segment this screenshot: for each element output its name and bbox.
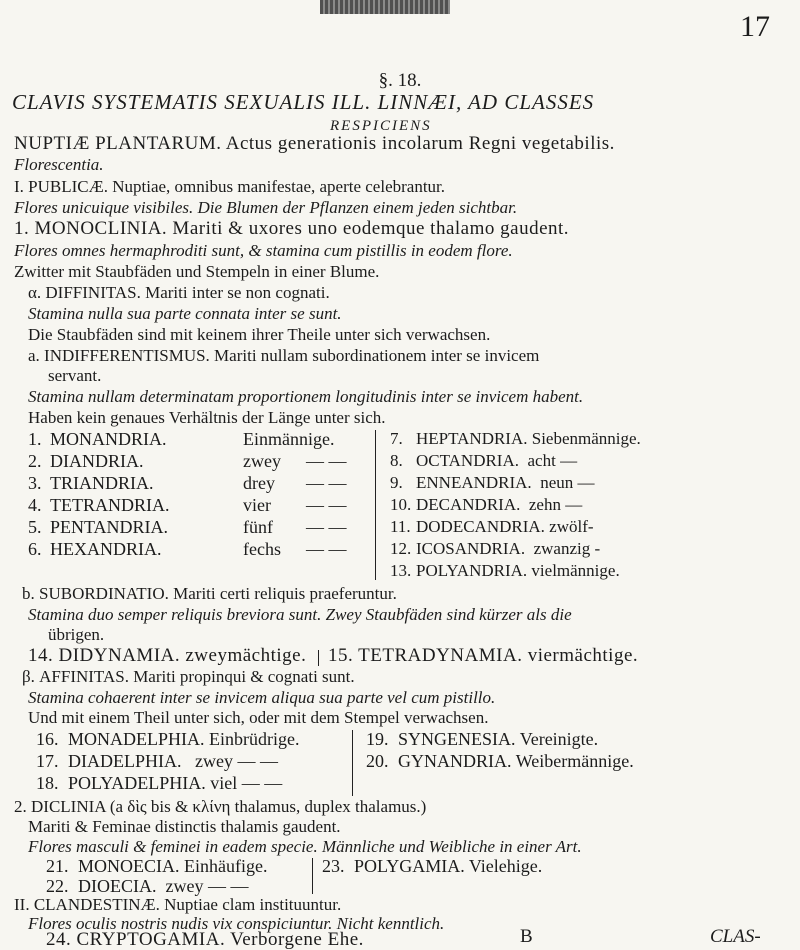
classes-group2-left: [36, 728, 336, 794]
class-line: 14. DIDYNAMIA. zweymächtige.: [28, 645, 307, 666]
body-line: servant.: [48, 366, 102, 385]
class-row: 5. PENTANDRIA. fünf — —: [28, 517, 347, 537]
body-line: Zwitter mit Staubfäden und Stempeln in einer Blume.: [14, 262, 380, 281]
class-row: 7. HEPTANDRIA. Siebenmännige.: [390, 429, 641, 448]
body-line: α. DIFFINITAS. Mariti inter se non cognati.: [28, 283, 330, 302]
column-divider: [375, 430, 376, 580]
title-line-1: CLAVIS SYSTEMATIS SEXUALIS ILL. LINNÆI, AD CLASSES: [12, 90, 595, 114]
body-line: a. INDIFFERENTISMUS. Mariti nullam subordinationem inter se invicem: [28, 346, 540, 365]
body-line: 1. MONOCLINIA. Mariti & uxores uno eodemque thalamo gaudent.: [14, 218, 570, 239]
class-row: 11. DODECANDRIA. zwölf-: [390, 517, 594, 536]
class-row: 13. POLYANDRIA. vielmännige.: [390, 561, 620, 580]
body-line: I. PUBLICÆ. Nuptiae, omnibus manifestae, aperte celebrantur.: [14, 177, 446, 196]
class-row: 18. POLYADELPHIA. viel — —: [36, 773, 283, 793]
class-row: 1. MONANDRIA. Einmännige.: [28, 429, 335, 449]
classes-group3-right: [322, 856, 622, 876]
body-line: Die Staubfäden sind mit keinem ihrer Theile unter sich verwachsen.: [28, 325, 491, 344]
title-line-2: RESPICIENS: [330, 118, 432, 134]
classes-group1-left: [28, 428, 348, 560]
body-line: Mariti & Feminae distinctis thalamis gaudent.: [28, 817, 341, 836]
classes-group3-left: [46, 856, 336, 896]
column-divider: [352, 730, 353, 796]
class-row: 9. ENNEANDRIA. neun —: [390, 473, 595, 492]
class-row: 12. ICOSANDRIA. zwanzig -: [390, 539, 601, 558]
class-row: 17. DIADELPHIA. zwey — —: [36, 751, 278, 771]
body-line: b. SUBORDINATIO. Mariti certi reliquis praeferuntur.: [22, 584, 397, 603]
class-row: 21. MONOECIA. Einhäufige.: [46, 856, 268, 876]
body-line: Stamina cohaerent inter se invicem aliqua sua parte vel cum pistillo.: [28, 688, 496, 707]
body-line: Flores masculi & feminei in eadem specie. Männliche und Weibliche in einer Art.: [28, 837, 582, 856]
body-line: II. CLANDESTINÆ. Nuptiae clam instituuntur.: [14, 895, 342, 914]
class-row: 22. DIOECIA. zwey — —: [46, 876, 249, 896]
body-line: Flores oculis nostris nudis vix conspiciuntur. Nicht kenntlich.: [28, 914, 445, 933]
class-row: 6. HEXANDRIA. fechs — —: [28, 539, 347, 559]
header-rule: [320, 0, 450, 14]
body-line: übrigen.: [48, 625, 105, 644]
class-row: 8. OCTANDRIA. acht —: [390, 451, 578, 470]
class-line: 15. TETRADYNAMIA. viermächtige.: [328, 645, 639, 666]
catchword: CLAS-: [710, 926, 761, 947]
body-line: Florescentia.: [14, 155, 104, 174]
class-row: 23. POLYGAMIA. Vielehige.: [322, 856, 543, 876]
body-line: Flores omnes hermaphroditi sunt, & stamina cum pistillis in eodem flore.: [14, 241, 513, 260]
class-row: 3. TRIANDRIA. drey — —: [28, 473, 347, 493]
class-row: 16. MONADELPHIA. Einbrüdrige.: [36, 729, 300, 749]
body-line: Stamina nullam determinatam proportionem longitudinis inter se invicem habent.: [28, 387, 584, 406]
column-divider: [318, 650, 319, 666]
body-line: Haben kein genaues Verhältnis der Länge unter sich.: [28, 408, 386, 427]
body-line: Flores unicuique visibiles. Die Blumen der Pflanzen einem jeden sichtbar.: [14, 198, 518, 217]
body-line: Stamina duo semper reliquis breviora sunt. Zwey Staubfäden sind kürzer als die: [28, 605, 572, 624]
class-row: 4. TETRANDRIA. vier — —: [28, 495, 347, 515]
body-line: 2. DICLINIA (a δὶς bis & κλίνη thalamus, duplex thalamus.): [14, 797, 427, 816]
body-line: Und mit einem Theil unter sich, oder mit dem Stempel verwachsen.: [28, 708, 489, 727]
section-mark: §. 18.: [378, 70, 422, 91]
class-row: 19. SYNGENESIA. Vereinigte.: [366, 729, 599, 749]
body-line: β. AFFINITAS. Mariti propinqui & cognati sunt.: [22, 667, 355, 686]
classes-group2-right: [366, 728, 786, 772]
class-line: 24. CRYPTOGAMIA. Verborgene Ehe.: [46, 929, 364, 950]
class-row: 20. GYNANDRIA. Weibermännige.: [366, 751, 634, 771]
body-line: NUPTIÆ PLANTARUM. Actus generationis incolarum Regni vegetabilis.: [14, 133, 615, 154]
class-row: 2. DIANDRIA. zwey — —: [28, 451, 347, 471]
body-line: Stamina nulla sua parte connata inter se sunt.: [28, 304, 342, 323]
class-row: 10. DECANDRIA. zehn —: [390, 495, 583, 514]
signature-mark: B: [520, 926, 533, 947]
classes-group1-right: [390, 428, 790, 582]
column-divider: [312, 858, 313, 894]
page-number: 17: [740, 10, 770, 43]
